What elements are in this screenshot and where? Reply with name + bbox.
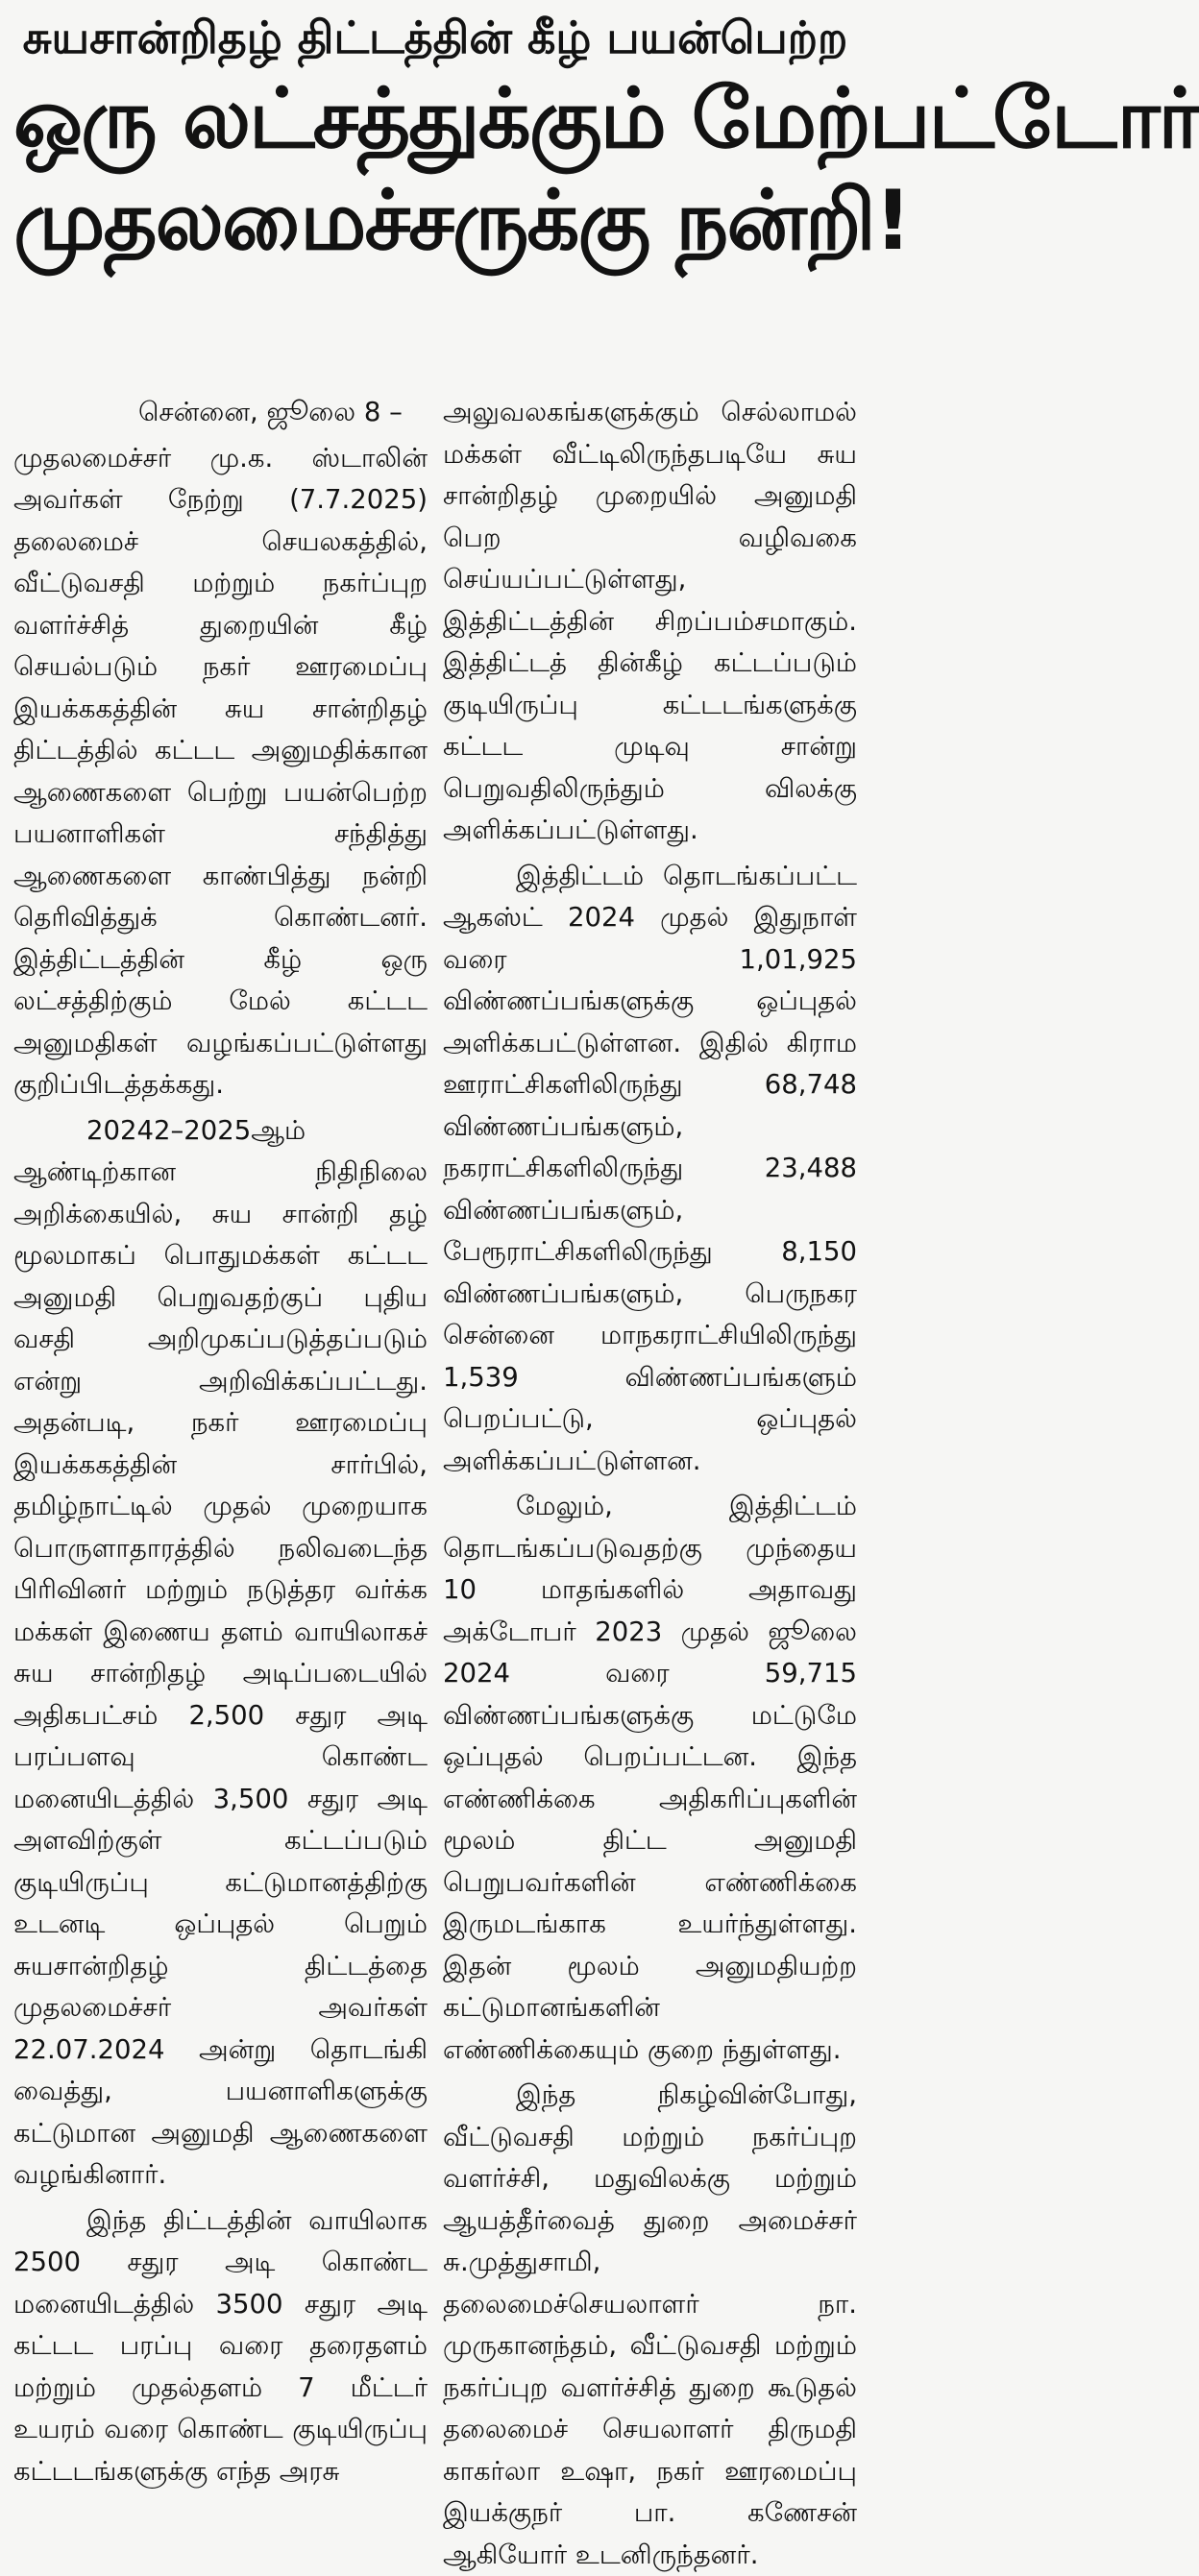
dateline: சென்னை, ஜூலை 8 – (138, 397, 403, 427)
headline-line-2: முதலமைச்சருக்கு நன்றி! (13, 173, 911, 269)
paragraph: 20242–2025ஆம் ஆண்டிற்கான நிதிநிலை அறிக்கையில், சுய சான்றி தழ் மூலமாகப் பொதுமக்கள் கட்டட அனுமதி பெறுவதற்குப் புதிய வசதி அறிமுகப்படுத்தப்படும் என்று அறிவிக்கப்பட்டது. அதன்படி, நகர் ஊரமைப்பு இயக்ககத்தின் சார்பில், தமிழ்நாட்டில் முதல் முறையாக பொருளாதாரத்தில் நலிவடைந்த பிரிவினர் மற்றும் நடுத்தர வர்க்க மக்கள் இணைய தளம் வாயிலாகச் சுய சான்றிதழ் அடிப்படையில் அதிகபட்சம் 2,500 சதுர அடி பரப்பளவு கொண்ட மனையிடத்தில் 3,500 சதுர அடி அளவிற்குள் கட்டப்படும் குடியிருப்பு கட்டுமானத்திற்கு உடனடி ஒப்புதல் பெறும் சுயசான்றிதழ் திட்டத்தை முதலமைச்சர் அவர்கள் 22.07.2024 அன்று தொடங்கி வைத்து, பயனாளிகளுக்கு கட்டுமான அனுமதி ஆணைகளை வழங்கினார். (13, 1114, 428, 2190)
headline-line-1: ஒரு லட்சத்துக்கும் மேற்பட்டோர் (13, 71, 1199, 167)
column-right (443, 392, 857, 2570)
paragraph: முதலமைச்சர் மு.க. ஸ்டாலின் அவர்கள் நேற்று (7.7.2025) தலைமைச் செயலகத்தில், வீட்டுவசதி மற்றும் நகர்ப்புற வளர்ச்சித் துறையின் கீழ் செயல்படும் நகர் ஊரமைப்பு இயக்ககத்தின் சுய சான்றிதழ் திட்டத்தில் கட்டட அனுமதிக்கான ஆணைகளை பெற்று பயன்பெற்ற பயனாளிகள் சந்தித்து ஆணைகளை காண்பித்து நன்றி தெரிவித்துக் கொண்டனர். இத்திட்டத்தின் கீழ் ஒரு லட்சத்திற்கும் மேல் கட்டட அனுமதிகள் வழங்கப்பட்டுள்ளது குறிப்பிடத்தக்கது. (13, 442, 428, 1100)
paragraph: இந்த நிகழ்வின்போது, வீட்டுவசதி மற்றும் நகர்ப்புற வளர்ச்சி, மதுவிலக்கு மற்றும் ஆயத்தீர்வைத் துறை அமைச்சர் சு.முத்துசாமி, தலைமைச்செயலாளர் நா. முருகானந்தம், வீட்டுவசதி மற்றும் நகர்ப்புற வளர்ச்சித் துறை கூடுதல் தலைமைச் செயலாளர் திருமதி காகர்லா உஷா, நகர் ஊரமைப்பு இயக்குநர் பா. கணேசன் ஆகியோர் உடனிருந்தனர். (443, 2079, 857, 2570)
kicker-headline: சுயசான்றிதழ் திட்டத்தின் கீழ் பயன்பெற்ற (22, 12, 848, 63)
paragraph: மேலும், இத்திட்டம் தொடங்கப்படுவதற்கு முந்தைய 10 மாதங்களில் அதாவது அக்டோபர் 2023 முதல் ஜூலை 2024 வரை 59,715 விண்ணப்பங்களுக்கு மட்டுமே ஒப்புதல் பெறப்பட்டன. இந்த எண்ணிக்கை அதிகரிப்புகளின் மூலம் திட்ட அனுமதி பெறுபவர்களின் எண்ணிக்கை இருமடங்காக உயர்ந்துள்ளது. இதன் மூலம் அனுமதியற்ற கட்டுமானங்களின் எண்ணிக்கையும் குறை ந்துள்ளது. (443, 1491, 857, 2065)
paragraph: இந்த திட்டத்தின் வாயிலாக 2500 சதுர அடி கொண்ட மனையிடத்தில் 3500 சதுர அடி கட்டட பரப்பு வரை தரைதளம் மற்றும் முதல்தளம் 7 மீட்டர் உயரம் வரை கொண்ட குடியிருப்பு கட்டடங்களுக்கு எந்த அரசு (13, 2204, 428, 2487)
paragraph: இத்திட்டம் தொடங்கப்பட்ட ஆகஸ்ட் 2024 முதல் இதுநாள் வரை 1,01,925 விண்ணப்பங்களுக்கு ஒப்புதல் அளிக்கபட்டுள்ளன. இதில் கிராம ஊராட்சிகளிலிருந்து 68,748 விண்ணப்பங்களும், நகராட்சிகளிலிருந்து 23,488 விண்ணப்பங்களும், பேரூராட்சிகளிலிருந்து 8,150 விண்ணப்பங்களும், பெருநகர சென்னை மாநகராட்சியிலிருந்து 1,539 விண்ணப்பங்களும் பெறப்பட்டு, ஒப்புதல் அளிக்கப்பட்டுள்ளன. (443, 860, 857, 1476)
article-body (13, 392, 857, 2570)
column-left (13, 392, 428, 2487)
paragraph: அலுவலகங்களுக்கும் செல்லாமல் மக்கள் வீட்டிலிருந்தபடியே சுய சான்றிதழ் முறையில் அனுமதி பெற வழிவகை செய்யப்பட்டுள்ளது, இத்திட்டத்தின் சிறப்பம்சமாகும். இத்திட்டத் தின்கீழ் கட்டப்படும் குடியிருப்பு கட்டடங்களுக்கு கட்டட முடிவு சான்று பெறுவதிலிருந்தும் விலக்கு அளிக்கப்பட்டுள்ளது. (443, 397, 857, 845)
